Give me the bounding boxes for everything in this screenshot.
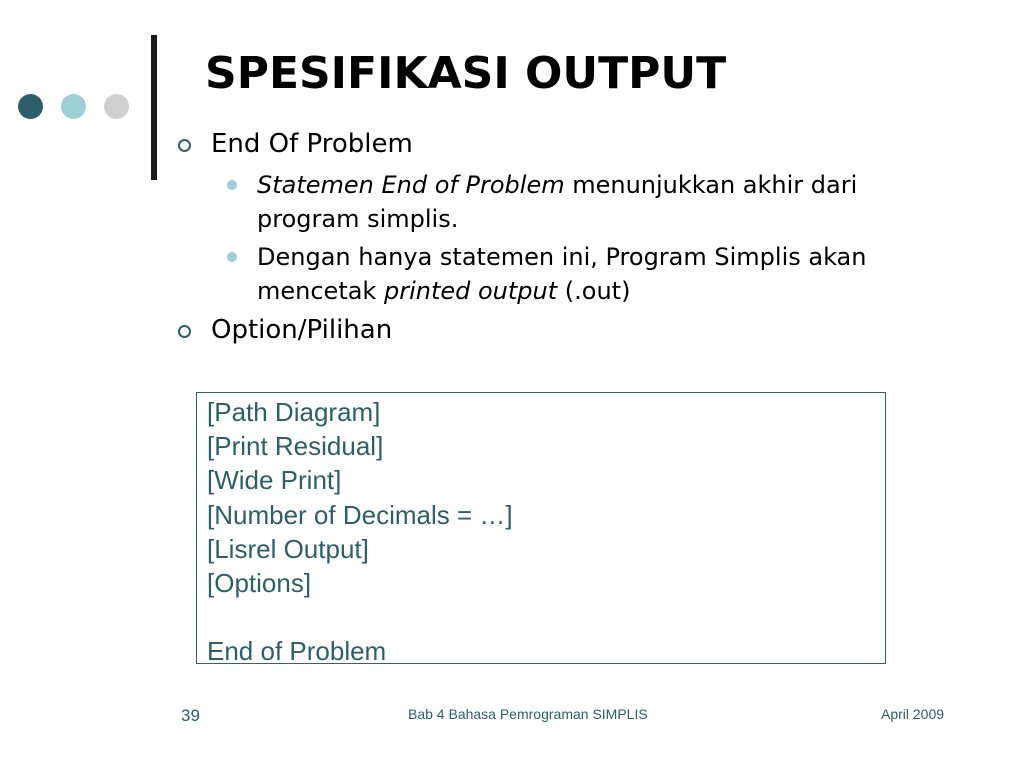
decorative-dot-mid <box>61 94 86 119</box>
sub-bullet-statemen <box>175 168 935 236</box>
sub-bullet-text: (.out) <box>557 277 631 305</box>
dot-bullet-icon <box>227 252 237 262</box>
slide-title: SPESIFIKASI OUTPUT <box>205 48 727 99</box>
bullet-option <box>175 312 935 348</box>
ring-bullet-icon <box>178 139 191 152</box>
sub-bullet-text: Dengan hanya statemen ini, Program Simplis akan mencetak <box>257 243 867 305</box>
sub-bullet-dengan <box>175 240 935 308</box>
decorative-dot-dark <box>18 94 43 119</box>
page-number: 39 <box>181 706 200 725</box>
sub-bullet-text: menunjukkan akhir dari program simplis. <box>257 171 858 233</box>
ring-bullet-icon <box>178 325 191 338</box>
option-line: [Wide Print] <box>207 465 342 496</box>
option-line: [Print Residual] <box>207 431 384 462</box>
title-divider-line <box>151 35 157 180</box>
option-line: [Number of Decimals = …] <box>207 499 513 530</box>
footer-chapter: Bab 4 Bahasa Pemrograman SIMPLIS <box>408 706 648 722</box>
option-line: [Options] <box>207 567 312 598</box>
options-box <box>196 392 886 667</box>
footer-date: April 2009 <box>881 706 945 722</box>
sub-bullet-italic: printed output <box>383 277 558 305</box>
slide-content <box>175 126 935 354</box>
option-line-blank <box>207 600 875 634</box>
bullet-text: Option/Pilihan <box>211 315 393 345</box>
bullet-text: End Of Problem <box>211 129 413 159</box>
option-line: End of Problem <box>207 636 387 667</box>
bullet-end-of-problem <box>175 126 935 162</box>
sub-bullet-italic: Statemen End of Problem <box>257 171 565 199</box>
dot-bullet-icon <box>227 180 237 190</box>
option-line: [Path Diagram] <box>207 397 381 427</box>
decorative-dot-light <box>104 94 129 119</box>
option-line: [Lisrel Output] <box>207 533 369 564</box>
